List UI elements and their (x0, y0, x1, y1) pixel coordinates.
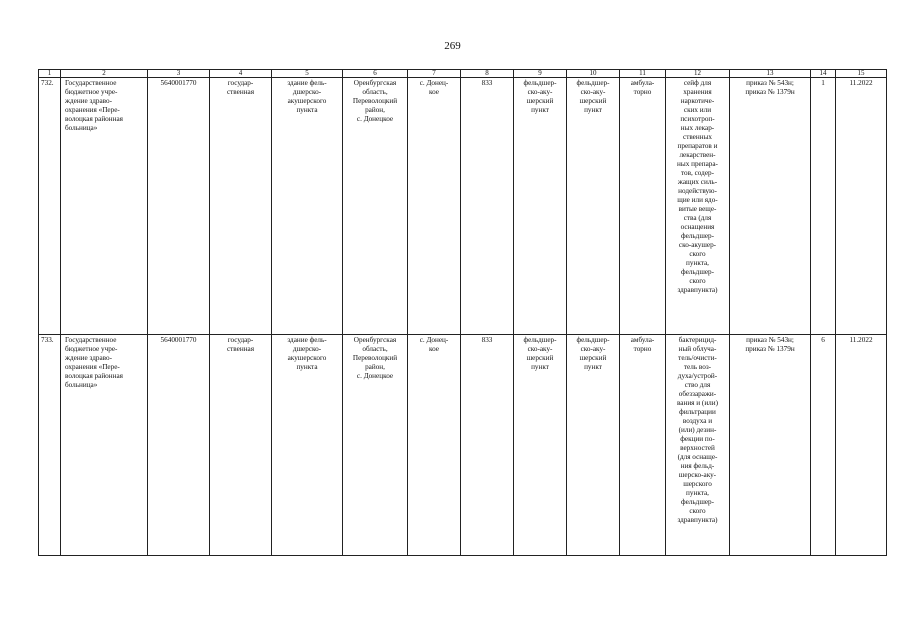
care-condition: амбула- торно (620, 335, 666, 556)
column-header: 1 (39, 70, 61, 78)
facility-type: фельдшер- ско-аку- шерский пункт (514, 335, 567, 556)
facility-subtype: фельдшер- ско-аку- шерский пункт (567, 335, 620, 556)
building-name: здание фель- дшерско- акушерского пункта (272, 335, 343, 556)
organization-name: Государственное бюджетное учре- ждение здраво- охранения «Пере- волоцкая районная больница» (61, 78, 148, 335)
ownership-type: государ- ственная (210, 335, 272, 556)
column-header: 3 (148, 70, 210, 78)
date: 11.2022 (836, 335, 887, 556)
column-header: 2 (61, 70, 148, 78)
inn-code: 5640001770 (148, 335, 210, 556)
facility-subtype: фельдшер- ско-аку- шерский пункт (567, 78, 620, 335)
quantity: 1 (811, 78, 836, 335)
ownership-type: государ- ственная (210, 78, 272, 335)
facility-type: фельдшер- ско-аку- шерский пункт (514, 78, 567, 335)
column-header: 5 (272, 70, 343, 78)
equipment: сейф для хранения наркотиче- ских или психотроп- ных лекар- ственных препаратов и лекарствен- ных препара- тов, содер- жащих силь- нодействую- щие или ядо- витые веще- ства (для оснащения фельдшер- ско-акушер- ского пункта, фельдшер- ского здравпункта) (666, 78, 730, 335)
column-header: 12 (666, 70, 730, 78)
order-reference: приказ № 543н; приказ № 1379н (730, 78, 811, 335)
row-number: 733. (39, 335, 61, 556)
settlement: с. Донец- кое (408, 78, 461, 335)
code: 833 (461, 78, 514, 335)
inn-code: 5640001770 (148, 78, 210, 335)
page-number: 269 (444, 40, 461, 52)
organization-name: Государственное бюджетное учре- ждение здраво- охранения «Пере- волоцкая районная больница» (61, 335, 148, 556)
address: Оренбургская область, Переволоцкий район, с. Донецкое (343, 78, 408, 335)
column-header: 6 (343, 70, 408, 78)
date: 11.2022 (836, 78, 887, 335)
code: 833 (461, 335, 514, 556)
column-header: 11 (620, 70, 666, 78)
table-row (39, 335, 887, 556)
column-header: 8 (461, 70, 514, 78)
column-header: 14 (811, 70, 836, 78)
column-header: 13 (730, 70, 811, 78)
quantity: 6 (811, 335, 836, 556)
settlement: с. Донец- кое (408, 335, 461, 556)
care-condition: амбула- торно (620, 78, 666, 335)
column-header: 10 (567, 70, 620, 78)
row-number: 732. (39, 78, 61, 335)
column-number-row (39, 70, 887, 78)
column-header: 15 (836, 70, 887, 78)
registry-table (38, 69, 887, 556)
address: Оренбургская область, Переволоцкий район, с. Донецкое (343, 335, 408, 556)
building-name: здание фель- дшерско- акушерского пункта (272, 78, 343, 335)
column-header: 4 (210, 70, 272, 78)
equipment: бактерицид- ный облуча- тель/очисти- тель воз- духа/устрой- ство для обеззаражи- вания и (или) фильтрации воздуха и (или) дезин- фекции по- верхностей (для оснаще- ния фельд- шерско-аку- шерского пункта, фельдшер- ского здравпункта) (666, 335, 730, 556)
table-row (39, 78, 887, 335)
order-reference: приказ № 543н; приказ № 1379н (730, 335, 811, 556)
column-header: 9 (514, 70, 567, 78)
column-header: 7 (408, 70, 461, 78)
